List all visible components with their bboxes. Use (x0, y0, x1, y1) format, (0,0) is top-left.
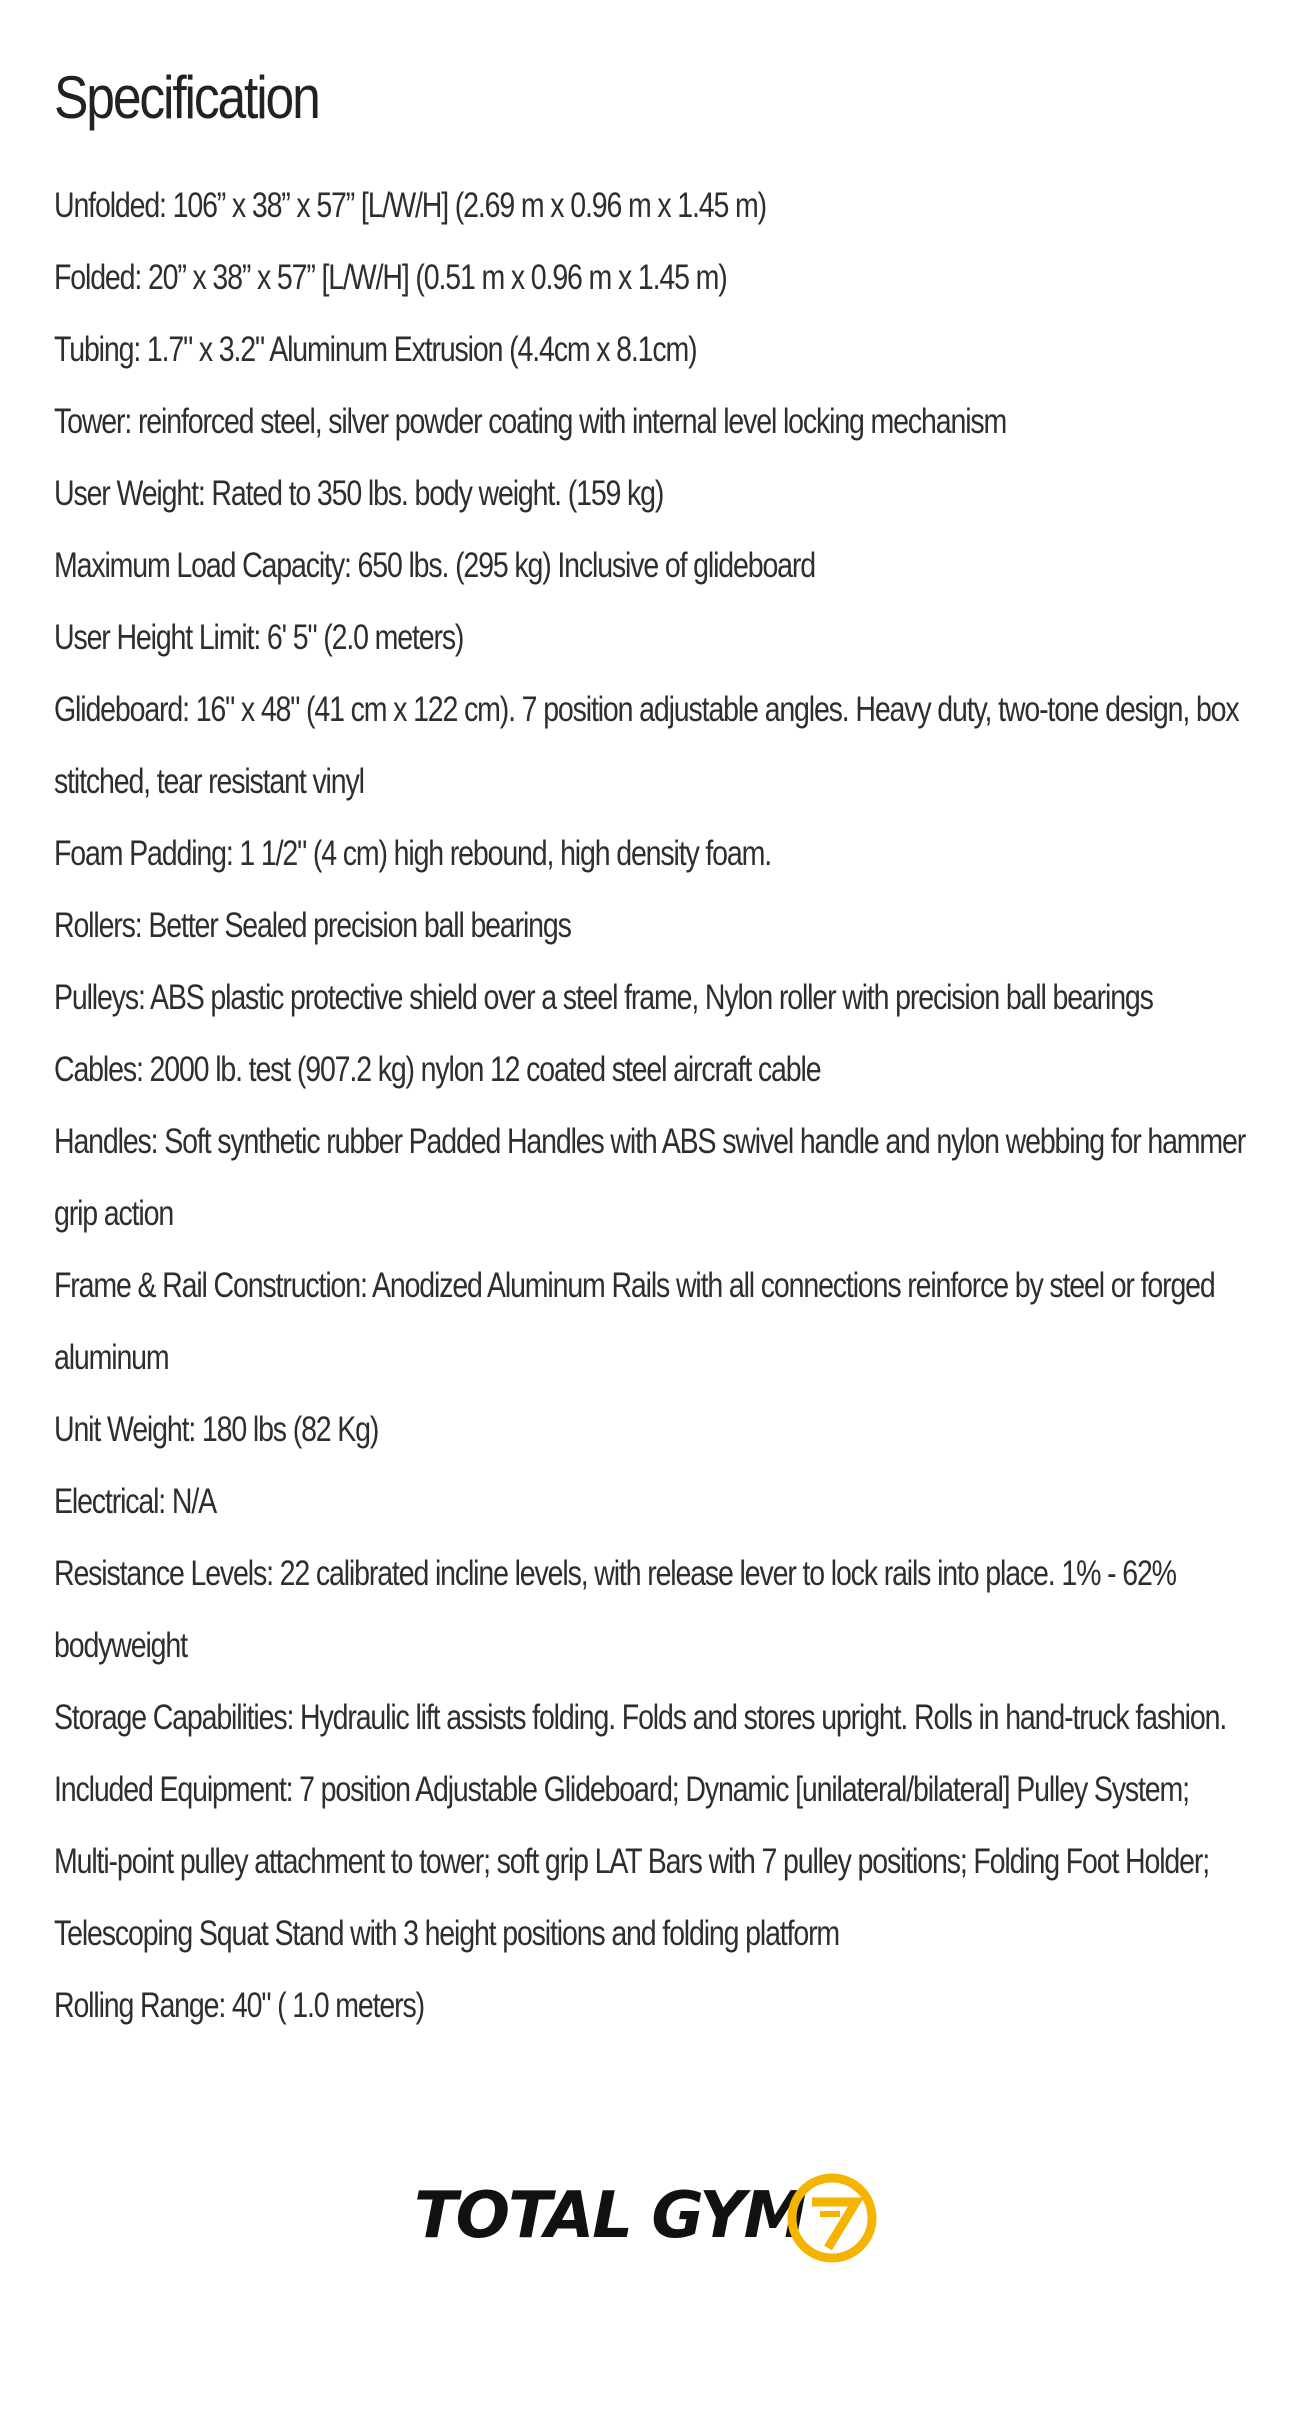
spec-line: Multi-point pulley attachment to tower; soft grip LAT Bars with 7 pulley positions; Folding Foot Holder; (54, 1842, 1210, 1881)
spec-line: Telescoping Squat Stand with 3 height positions and folding platform (54, 1914, 840, 1953)
spec-line: aluminum (54, 1338, 169, 1377)
spec-line: Included Equipment: 7 position Adjustable Glideboard; Dynamic [unilateral/bilateral] Pulley System; (54, 1770, 1189, 1809)
spec-line: Unit Weight: 180 lbs (82 Kg) (54, 1410, 379, 1449)
spec-line: grip action (54, 1194, 174, 1233)
logo-wordmark: TOTAL GYM (414, 2179, 806, 2253)
spec-line: Pulleys: ABS plastic protective shield over a steel frame, Nylon roller with precision ball bearings (54, 978, 1153, 1017)
spec-line: bodyweight (54, 1626, 187, 1665)
spec-line: Foam Padding: 1 1/2" (4 cm) high rebound, high density foam. (54, 834, 772, 873)
total-gym-logo-mark-icon (782, 2168, 882, 2268)
spec-line: User Weight: Rated to 350 lbs. body weight. (159 kg) (54, 474, 664, 513)
spec-line: Storage Capabilities: Hydraulic lift assists folding. Folds and stores upright. Rolls in hand-truck fashion. (54, 1698, 1227, 1737)
spec-line: Cables: 2000 lb. test (907.2 kg) nylon 12 coated steel aircraft cable (54, 1050, 821, 1089)
total-gym-logo (414, 2168, 884, 2268)
spec-line: Rollers: Better Sealed precision ball bearings (54, 906, 571, 945)
spec-line: Tower: reinforced steel, silver powder coating with internal level locking mechanism (54, 402, 1007, 441)
spec-list (54, 170, 1246, 2042)
spec-line: Resistance Levels: 22 calibrated incline levels, with release lever to lock rails into place. 1% - 62% (54, 1554, 1176, 1593)
spec-line: stitched, tear resistant vinyl (54, 762, 364, 801)
spec-line: Folded: 20” x 38” x 57” [L/W/H] (0.51 m x 0.96 m x 1.45 m) (54, 258, 727, 297)
spec-line: Rolling Range: 40" ( 1.0 meters) (54, 1986, 424, 2025)
page-title: Specification (54, 64, 319, 131)
spec-line: Glideboard: 16" x 48" (41 cm x 122 cm). 7 position adjustable angles. Heavy duty, two-tone design, box (54, 690, 1239, 729)
spec-line: Maximum Load Capacity: 650 lbs. (295 kg) Inclusive of glideboard (54, 546, 815, 585)
spec-line: Tubing: 1.7" x 3.2" Aluminum Extrusion (4.4cm x 8.1cm) (54, 330, 697, 369)
spec-line: Handles: Soft synthetic rubber Padded Handles with ABS swivel handle and nylon webbing for hammer (54, 1122, 1246, 1161)
spec-line: User Height Limit: 6' 5" (2.0 meters) (54, 618, 464, 657)
spec-line: Frame & Rail Construction: Anodized Aluminum Rails with all connections reinforce by steel or forged (54, 1266, 1215, 1305)
spec-line: Unfolded: 106” x 38” x 57” [L/W/H] (2.69 m x 0.96 m x 1.45 m) (54, 186, 766, 225)
spec-line: Electrical: N/A (54, 1482, 217, 1521)
